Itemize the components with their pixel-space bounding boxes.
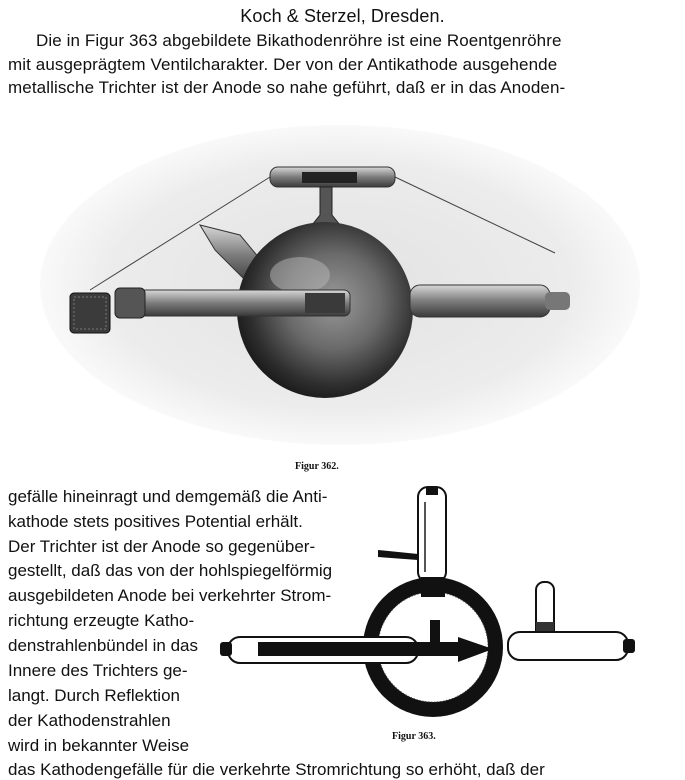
body-line-12: das Kathodengefälle für die verkehrte Stromrichtung so erhöht, daß der <box>8 760 545 779</box>
body-line-11: wird in bekannter Weise <box>8 736 190 755</box>
body-line-9: langt. Durch Reflektion <box>8 686 180 705</box>
body-line-8: Innere des Trichters ge- <box>8 661 188 680</box>
body-line-1: gefälle hineinragt und demgemäß die Anti- <box>8 487 328 506</box>
body-line-4: gestellt, daß das von der hohlspiegelförmig <box>8 561 333 580</box>
figure-362-xray-tube-photo <box>40 125 640 455</box>
figure-363-caption: Figur 363. <box>392 731 436 742</box>
body-line-7: denstrahlenbündel in das <box>8 636 198 655</box>
body-line-10: der Kathodenstrahlen <box>8 711 171 730</box>
figure-362-caption: Figur 362. <box>295 461 339 472</box>
intro-line-2: mit ausgeprägtem Ventilcharakter. Der von der Antikathode ausgehende <box>8 55 558 74</box>
body-line-3: Der Trichter ist der Anode so gegenüber- <box>8 537 316 556</box>
body-line-6: richtung erzeugte Katho- <box>8 611 195 630</box>
intro-line-1: Die in Figur 363 abgebildete Bikathodenröhre ist eine Roentgenröhre <box>36 31 562 50</box>
figure-363-bikathode-tube-engraving <box>218 482 643 727</box>
page-header: Koch & Sterzel, Dresden. <box>240 6 445 26</box>
body-line-5: ausgebildeten Anode bei verkehrter Strom- <box>8 586 332 605</box>
body-line-2: kathode stets positives Potential erhält. <box>8 512 303 531</box>
intro-line-3: metallische Trichter ist der Anode so nahe geführt, daß er in das Anoden- <box>8 78 566 97</box>
